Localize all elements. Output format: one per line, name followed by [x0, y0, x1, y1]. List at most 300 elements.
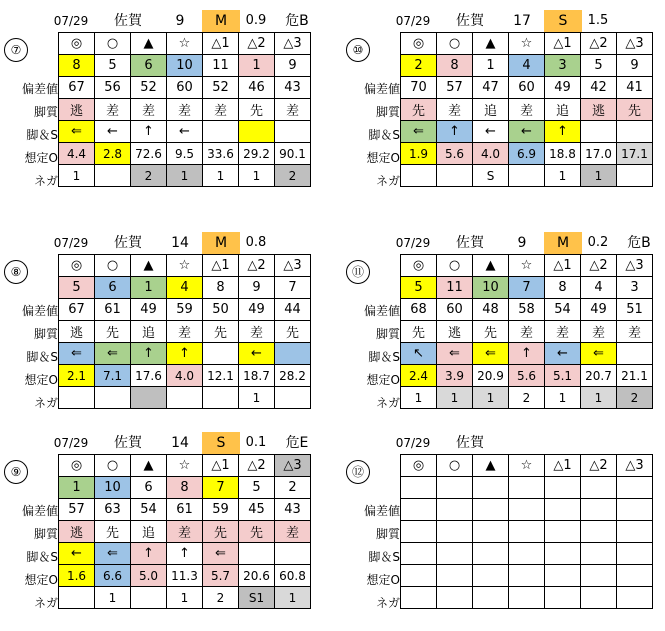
- leg-cell: ↑: [167, 343, 203, 365]
- horses-cell: 3: [617, 277, 653, 299]
- odds-cell: 5.7: [203, 565, 239, 587]
- leg-cell: ←: [473, 121, 509, 143]
- nega-cell: 1: [275, 587, 311, 609]
- horses-cell: 2: [275, 477, 311, 499]
- race-number: 9: [175, 13, 185, 29]
- marks-cell: ○: [437, 33, 473, 55]
- leg-cell: ↑: [437, 121, 473, 143]
- odds-cell: 6.6: [95, 565, 131, 587]
- odds-cell: 5.6: [437, 143, 473, 165]
- race-venue: 佐賀: [456, 13, 484, 29]
- prediction-grid: [400, 254, 653, 409]
- nega-cell: 1: [401, 387, 437, 409]
- odds-cell: [545, 565, 581, 587]
- leg-cell: ↑: [545, 121, 581, 143]
- row-label-odds: 想定O: [366, 573, 400, 587]
- marks-cell: ☆: [509, 255, 545, 277]
- odds-cell: [581, 565, 617, 587]
- deviation-cell: 68: [401, 299, 437, 321]
- marks-cell: △1: [203, 255, 239, 277]
- marks-cell: △1: [545, 455, 581, 477]
- odds-cell: 5.0: [131, 565, 167, 587]
- horses-cell: 9: [275, 55, 311, 77]
- odds-cell: 20.7: [581, 365, 617, 387]
- leg-cell: ⇐: [59, 343, 95, 365]
- nega-cell: 1: [203, 165, 239, 187]
- style-cell: 差: [275, 521, 311, 543]
- style-cell: 先: [239, 521, 275, 543]
- odds-cell: 7.1: [95, 365, 131, 387]
- row-label-style: 脚質: [33, 527, 58, 541]
- marks-cell: △1: [203, 455, 239, 477]
- nega-cell: [617, 165, 653, 187]
- deviation-cell: 43: [275, 77, 311, 99]
- odds-cell: 1.6: [59, 565, 95, 587]
- leg-cell: ↑: [131, 343, 167, 365]
- race-header: [0, 226, 320, 254]
- grid-row-style: [59, 99, 311, 121]
- deviation-cell: 57: [59, 499, 95, 521]
- leg-cell: [581, 543, 617, 565]
- marks-cell: ◎: [59, 455, 95, 477]
- leg-cell: [203, 121, 239, 143]
- horses-cell: 6: [131, 55, 167, 77]
- style-cell: 追: [131, 521, 167, 543]
- deviation-cell: 54: [545, 299, 581, 321]
- nega-cell: 2: [275, 165, 311, 187]
- deviation-cell: [545, 499, 581, 521]
- style-cell: 先: [275, 321, 311, 343]
- row-label-deviation: 偏差値: [21, 304, 58, 318]
- marks-cell: △1: [545, 255, 581, 277]
- marks-cell: △1: [545, 33, 581, 55]
- leg-cell: ←: [95, 121, 131, 143]
- race-panel-9: [0, 426, 320, 631]
- marks-cell: △3: [617, 455, 653, 477]
- horses-cell: 11: [437, 277, 473, 299]
- grid-row-marks: [401, 455, 653, 477]
- grid-row-deviation: [59, 499, 311, 521]
- leg-cell: ↖: [401, 343, 437, 365]
- grid-row-odds: [401, 565, 653, 587]
- leg-cell: [473, 543, 509, 565]
- danger-rating: 危B: [285, 13, 309, 29]
- nega-cell: [545, 587, 581, 609]
- race-number-circle: ⑧: [4, 260, 28, 284]
- odds-cell: 4.0: [167, 365, 203, 387]
- row-label-deviation: 偏差値: [21, 504, 58, 518]
- race-value: 1.5: [587, 13, 609, 28]
- deviation-cell: [509, 499, 545, 521]
- nega-cell: [401, 587, 437, 609]
- horses-cell: 4: [509, 55, 545, 77]
- deviation-cell: 42: [581, 77, 617, 99]
- nega-cell: 1: [473, 387, 509, 409]
- style-cell: 差: [509, 321, 545, 343]
- race-number: [508, 432, 536, 454]
- row-label-nega: ネガ: [33, 174, 58, 188]
- prediction-grid: [58, 454, 311, 609]
- leg-cell: [581, 121, 617, 143]
- leg-cell: [203, 343, 239, 365]
- deviation-cell: 54: [131, 499, 167, 521]
- nega-cell: 2: [203, 587, 239, 609]
- grid-row-deviation: [401, 499, 653, 521]
- odds-cell: 11.3: [167, 565, 203, 587]
- nega-cell: [437, 587, 473, 609]
- nega-cell: [59, 587, 95, 609]
- leg-cell: ←: [59, 543, 95, 565]
- horses-cell: 10: [95, 477, 131, 499]
- grid-row-nega: [401, 165, 653, 187]
- horses-cell: 2: [401, 55, 437, 77]
- horses-cell: 8: [545, 277, 581, 299]
- grid-row-marks: [401, 33, 653, 55]
- deviation-cell: 61: [167, 499, 203, 521]
- race-type-badge: [544, 432, 582, 454]
- marks-cell: △2: [581, 33, 617, 55]
- leg-cell: [239, 121, 275, 143]
- race-venue: 佐賀: [456, 235, 484, 251]
- race-header: [342, 226, 662, 254]
- row-label-odds: 想定O: [366, 373, 400, 387]
- marks-cell: △2: [239, 33, 275, 55]
- marks-cell: ☆: [167, 33, 203, 55]
- deviation-cell: 43: [275, 499, 311, 521]
- prediction-grid: [400, 32, 653, 187]
- marks-cell: ○: [95, 255, 131, 277]
- race-type-badge: S: [544, 10, 582, 32]
- race-header: [0, 426, 320, 454]
- marks-cell: ☆: [509, 455, 545, 477]
- race-venue: 佐賀: [114, 435, 142, 451]
- odds-cell: [473, 565, 509, 587]
- nega-cell: 1: [581, 165, 617, 187]
- row-label-leg: 脚＆S: [26, 550, 58, 564]
- style-cell: 差: [437, 99, 473, 121]
- deviation-cell: 60: [167, 77, 203, 99]
- style-cell: 先: [401, 321, 437, 343]
- horses-cell: 1: [239, 55, 275, 77]
- style-cell: 追: [545, 99, 581, 121]
- grid-row-odds: [59, 565, 311, 587]
- row-label-deviation: 偏差値: [363, 504, 400, 518]
- grid-row-horses: [401, 55, 653, 77]
- row-label-deviation: 偏差値: [363, 304, 400, 318]
- grid-row-leg: [401, 121, 653, 143]
- nega-cell: 1: [545, 387, 581, 409]
- deviation-cell: 70: [401, 77, 437, 99]
- odds-cell: 60.8: [275, 565, 311, 587]
- marks-cell: ▲: [131, 455, 167, 477]
- leg-cell: [617, 343, 653, 365]
- style-cell: 先: [95, 521, 131, 543]
- horses-cell: 8: [437, 55, 473, 77]
- nega-cell: [131, 387, 167, 409]
- style-cell: [437, 521, 473, 543]
- nega-cell: 1: [167, 165, 203, 187]
- style-cell: 先: [401, 99, 437, 121]
- style-cell: 追: [131, 321, 167, 343]
- nega-cell: S1: [239, 587, 275, 609]
- race-type-badge: M: [544, 232, 582, 254]
- race-panel-12: [342, 426, 662, 631]
- row-label-style: 脚質: [375, 527, 400, 541]
- odds-cell: 6.9: [509, 143, 545, 165]
- horses-cell: 1: [59, 477, 95, 499]
- marks-cell: △3: [275, 33, 311, 55]
- race-panel-10: [342, 4, 662, 209]
- odds-cell: 1.9: [401, 143, 437, 165]
- race-venue: 佐賀: [114, 235, 142, 251]
- race-number: 14: [171, 435, 189, 451]
- odds-cell: 18.8: [545, 143, 581, 165]
- horses-cell: 8: [167, 477, 203, 499]
- odds-cell: 12.1: [203, 365, 239, 387]
- nega-cell: 1: [239, 165, 275, 187]
- marks-cell: △2: [239, 255, 275, 277]
- deviation-cell: 47: [473, 77, 509, 99]
- deviation-cell: 67: [59, 77, 95, 99]
- marks-cell: ○: [95, 33, 131, 55]
- leg-cell: [239, 543, 275, 565]
- race-number-circle: ⑪: [346, 260, 370, 284]
- race-number-circle: ⑨: [4, 460, 28, 484]
- grid-row-odds: [59, 365, 311, 387]
- horses-cell: [617, 477, 653, 499]
- marks-cell: △1: [203, 33, 239, 55]
- danger-rating: [274, 232, 320, 254]
- marks-cell: ☆: [167, 455, 203, 477]
- leg-cell: ←: [545, 343, 581, 365]
- odds-cell: 2.8: [95, 143, 131, 165]
- horses-cell: 5: [95, 55, 131, 77]
- leg-cell: ⇐: [581, 343, 617, 365]
- leg-cell: ⇐: [203, 543, 239, 565]
- nega-cell: 1: [437, 387, 473, 409]
- nega-cell: [203, 387, 239, 409]
- marks-cell: △3: [275, 455, 311, 477]
- odds-cell: [401, 565, 437, 587]
- race-date: 07/29: [395, 436, 431, 450]
- odds-cell: 4.0: [473, 143, 509, 165]
- marks-cell: ◎: [401, 255, 437, 277]
- style-cell: 逃: [581, 99, 617, 121]
- deviation-cell: 49: [581, 299, 617, 321]
- deviation-cell: 58: [509, 299, 545, 321]
- style-cell: 逃: [437, 321, 473, 343]
- grid-row-style: [401, 521, 653, 543]
- race-header: [342, 4, 662, 32]
- race-panel-8: [0, 226, 320, 431]
- horses-cell: [581, 477, 617, 499]
- grid-row-horses: [401, 277, 653, 299]
- nega-cell: [95, 387, 131, 409]
- deviation-cell: 63: [95, 499, 131, 521]
- deviation-cell: 49: [131, 299, 167, 321]
- horses-cell: 4: [167, 277, 203, 299]
- nega-cell: [167, 387, 203, 409]
- odds-cell: 17.1: [617, 143, 653, 165]
- row-label-style: 脚質: [33, 105, 58, 119]
- marks-cell: ▲: [473, 255, 509, 277]
- odds-cell: 2.1: [59, 365, 95, 387]
- row-label-style: 脚質: [375, 105, 400, 119]
- prediction-grid: [58, 254, 311, 409]
- leg-cell: ←: [239, 343, 275, 365]
- grid-row-nega: [401, 587, 653, 609]
- horses-cell: [545, 477, 581, 499]
- style-cell: 追: [473, 99, 509, 121]
- odds-cell: [437, 565, 473, 587]
- leg-cell: ←: [167, 121, 203, 143]
- grid-row-nega: [59, 587, 311, 609]
- grid-row-deviation: [401, 299, 653, 321]
- grid-row-leg: [59, 543, 311, 565]
- odds-cell: 3.9: [437, 365, 473, 387]
- odds-cell: 17.0: [581, 143, 617, 165]
- deviation-cell: 52: [131, 77, 167, 99]
- leg-cell: [617, 121, 653, 143]
- grid-row-leg: [59, 343, 311, 365]
- grid-row-deviation: [59, 299, 311, 321]
- race-date: 07/29: [53, 436, 89, 450]
- deviation-cell: 56: [95, 77, 131, 99]
- marks-cell: ◎: [59, 255, 95, 277]
- nega-cell: [275, 387, 311, 409]
- marks-cell: △3: [617, 255, 653, 277]
- odds-cell: 72.6: [131, 143, 167, 165]
- race-value: 0.2: [587, 235, 609, 250]
- danger-rating: 危B: [627, 235, 651, 251]
- horses-cell: 7: [203, 477, 239, 499]
- style-cell: 差: [581, 321, 617, 343]
- grid-row-horses: [59, 55, 311, 77]
- race-header: [0, 4, 320, 32]
- horses-cell: 3: [545, 55, 581, 77]
- nega-cell: 2: [131, 165, 167, 187]
- nega-cell: S: [473, 165, 509, 187]
- grid-row-style: [59, 521, 311, 543]
- marks-cell: ○: [437, 255, 473, 277]
- style-cell: 差: [509, 99, 545, 121]
- danger-rating: [616, 10, 662, 32]
- style-cell: 先: [239, 99, 275, 121]
- leg-cell: [275, 343, 311, 365]
- leg-cell: [617, 543, 653, 565]
- row-label-leg: 脚＆S: [26, 350, 58, 364]
- grid-row-style: [401, 321, 653, 343]
- deviation-cell: 52: [203, 77, 239, 99]
- leg-cell: [545, 543, 581, 565]
- horses-cell: 5: [401, 277, 437, 299]
- race-number-circle: ⑦: [4, 38, 28, 62]
- grid-row-leg: [401, 543, 653, 565]
- grid-row-nega: [59, 165, 311, 187]
- nega-cell: 1: [95, 587, 131, 609]
- horses-cell: [401, 477, 437, 499]
- marks-cell: ○: [95, 455, 131, 477]
- horses-cell: 4: [581, 277, 617, 299]
- odds-cell: 20.9: [473, 365, 509, 387]
- deviation-cell: 45: [239, 499, 275, 521]
- leg-cell: [401, 543, 437, 565]
- horses-cell: 6: [95, 277, 131, 299]
- horses-cell: 7: [509, 277, 545, 299]
- deviation-cell: 41: [617, 77, 653, 99]
- marks-cell: ◎: [59, 33, 95, 55]
- grid-row-marks: [59, 255, 311, 277]
- grid-row-horses: [59, 477, 311, 499]
- odds-cell: 20.6: [239, 565, 275, 587]
- grid-row-leg: [401, 343, 653, 365]
- grid-row-nega: [59, 387, 311, 409]
- race-panel-11: [342, 226, 662, 431]
- style-cell: 差: [203, 99, 239, 121]
- odds-cell: 28.2: [275, 365, 311, 387]
- style-cell: 先: [203, 321, 239, 343]
- race-date: 07/29: [395, 236, 431, 250]
- horses-cell: 1: [473, 55, 509, 77]
- marks-cell: ▲: [473, 33, 509, 55]
- row-label-leg: 脚＆S: [368, 550, 400, 564]
- horses-cell: 5: [239, 477, 275, 499]
- nega-cell: 2: [509, 387, 545, 409]
- nega-cell: [59, 387, 95, 409]
- odds-cell: [617, 565, 653, 587]
- style-cell: 差: [239, 321, 275, 343]
- grid-row-odds: [59, 143, 311, 165]
- leg-cell: ⇐: [95, 343, 131, 365]
- race-value: [582, 432, 614, 454]
- marks-cell: △3: [617, 33, 653, 55]
- grid-row-odds: [401, 143, 653, 165]
- nega-cell: 1: [545, 165, 581, 187]
- row-label-nega: ネガ: [375, 174, 400, 188]
- deviation-cell: 48: [473, 299, 509, 321]
- deviation-cell: 51: [617, 299, 653, 321]
- row-label-nega: ネガ: [33, 396, 58, 410]
- style-cell: [545, 521, 581, 543]
- odds-cell: 5.1: [545, 365, 581, 387]
- leg-cell: [275, 543, 311, 565]
- marks-cell: △2: [581, 455, 617, 477]
- marks-cell: ◎: [401, 33, 437, 55]
- leg-cell: ⇐: [437, 343, 473, 365]
- nega-cell: [95, 165, 131, 187]
- odds-cell: 90.1: [275, 143, 311, 165]
- horses-cell: [473, 477, 509, 499]
- nega-cell: 1: [239, 387, 275, 409]
- deviation-cell: [437, 499, 473, 521]
- horses-cell: 9: [239, 277, 275, 299]
- race-value: 0.9: [245, 13, 267, 28]
- deviation-cell: 50: [203, 299, 239, 321]
- grid-row-marks: [59, 455, 311, 477]
- marks-cell: ○: [437, 455, 473, 477]
- marks-cell: △2: [239, 455, 275, 477]
- nega-cell: [401, 165, 437, 187]
- leg-cell: ⇐: [401, 121, 437, 143]
- race-number: 17: [513, 13, 531, 29]
- nega-cell: [581, 587, 617, 609]
- deviation-cell: [617, 499, 653, 521]
- deviation-cell: 60: [509, 77, 545, 99]
- grid-row-deviation: [59, 77, 311, 99]
- leg-cell: ⇐: [473, 343, 509, 365]
- odds-cell: 9.5: [167, 143, 203, 165]
- race-number-circle: ⑫: [346, 460, 370, 484]
